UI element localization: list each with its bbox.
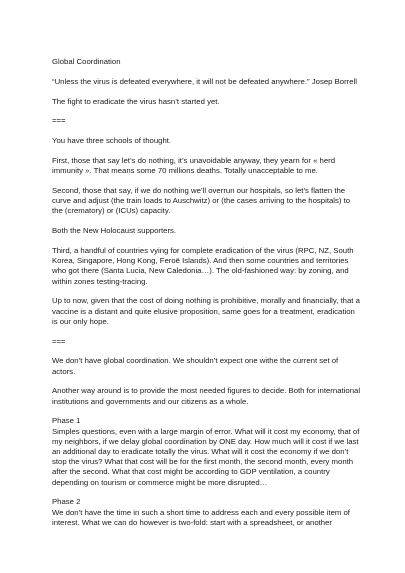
section-separator: ===	[52, 336, 66, 346]
second-school-paragraph: Second, those that say, if we do nothing we’ll overrun our hospitals, so let’s flatten the curve and adjust (the train loads to Auschwitz) or (the cases arriving to the hospitals) to the (crematory) or (ICUs) capacity.	[52, 185, 351, 216]
quote-paragraph: “Unless the virus is defeated everywhere, it will not be defeated anywhere.” Josep Borrell	[52, 76, 357, 86]
intro-paragraph: The fight to eradicate the virus hasn’t started yet.	[52, 96, 220, 106]
document-title: Global Coordination	[52, 57, 121, 66]
coordination-paragraph: We don’t have global coordination. We shouldn’t expect one withe the current set of actors.	[52, 356, 339, 376]
figures-paragraph: Another way around is to provide the most needed figures to decide. Both for international institutions and governments and our citizens as a whole.	[52, 386, 361, 406]
section-separator: ===	[52, 116, 66, 126]
phase2-text: We don’t have the time in such a short time to address each and every possible item of interest. What we can do however is two-fold: start with a spreadsheet, or another	[52, 507, 350, 527]
holocaust-paragraph: Both the New Holocaust supporters.	[52, 226, 177, 236]
phase1-heading: Phase 1	[52, 416, 81, 426]
eradication-paragraph: Up to now, given that the cost of doing nothing is prohibitive, morally and financially, that a vaccine is a distant and quite elusive proposition, same goes for a treatment, eradication is our only hope.	[52, 296, 360, 326]
schools-paragraph: You have three schools of thought.	[52, 136, 172, 146]
third-school-paragraph: Third, a handful of countries vying for complete eradication of the virus (RPC, NZ, South Korea, Singapore, Hong Kong, Feroë Islands). And then some countries and territories who got there (Santa Lucia, New Caledonia…). The old-fashioned way: by zoning, and within zones testing-tracing.	[52, 245, 354, 286]
phase1-text: Simples questions, even with a large margin of error. What will it cost my economy, that of my neighbors, if we delay global coordination by ONE day. How much will it cost if we last an additional day to eradicate totally the virus. What will it cost the economy if we don’t stop the virus? What that cost will be for the first month, the second month, every month after the second. What that cost might be according to GDP ventilation, a country depending on tourism or commerce might be more disrupted…	[52, 426, 360, 487]
first-school-paragraph: First, those that say let’s do nothing, it’s unavoidable anyway, they yearn for « herd immunity ». That means some 70 millions deaths. Totally unacceptable to me.	[52, 155, 336, 176]
phase2-heading: Phase 2	[52, 497, 81, 507]
